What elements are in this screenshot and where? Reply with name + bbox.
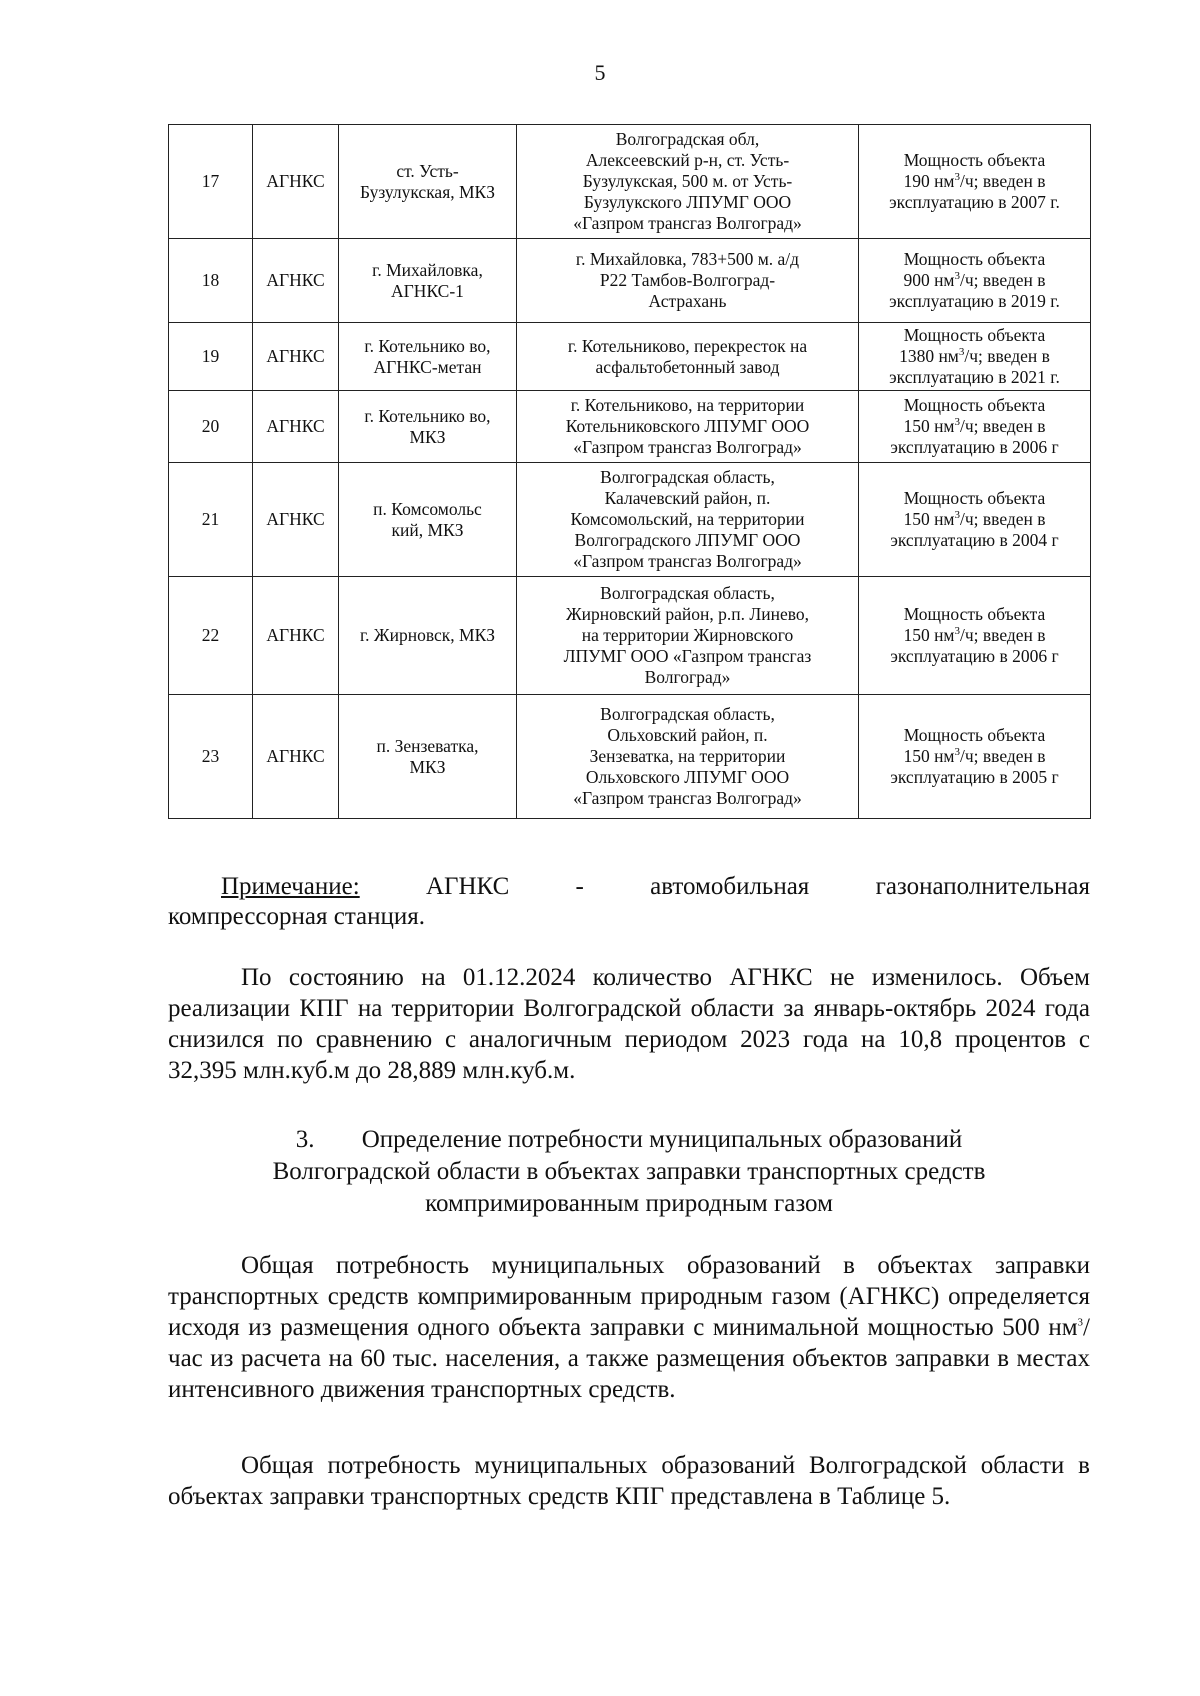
row-type: АГНКС — [253, 463, 339, 577]
row-type: АГНКС — [253, 577, 339, 695]
row-number: 18 — [169, 239, 253, 323]
capacity-unit-sup: 3 — [954, 171, 961, 184]
row-number: 22 — [169, 577, 253, 695]
row-type: АГНКС — [253, 695, 339, 819]
note-line-2: компрессорная станция. — [168, 903, 426, 930]
table-row — [169, 695, 1091, 819]
row-address: г. Михайловка, 783+500 м. а/д Р22 Тамбов-Волгоград- Астрахань — [517, 239, 859, 323]
note-label: Примечание: — [221, 873, 360, 900]
paragraph-demand-method — [168, 1250, 1090, 1405]
row-number: 17 — [169, 125, 253, 239]
capacity-prefix: Мощность объекта 150 нм — [903, 395, 1046, 436]
section-title-1: Определение потребности муниципальных образований — [361, 1126, 963, 1153]
section-heading — [168, 1124, 1090, 1220]
note-term: АГНКС — [425, 873, 510, 900]
capacity-suffix: /ч; введен в эксплуатацию в 2019 г. — [889, 270, 1060, 311]
capacity-unit-sup: 3 — [954, 270, 961, 283]
paragraph-demand-after: /час из расчета на 60 тыс. населения, а также размещения объектов заправки в местах интенсивного движения транспортных средств. — [168, 1314, 1090, 1403]
capacity-prefix: Мощность объекта 900 нм — [903, 249, 1046, 290]
capacity-unit-sup: 3 — [954, 746, 961, 759]
section-title-2: Волгоградской области в объектах заправки транспортных средств — [272, 1158, 986, 1185]
row-type: АГНКС — [253, 323, 339, 391]
row-type: АГНКС — [253, 239, 339, 323]
row-capacity — [859, 323, 1091, 391]
row-capacity — [859, 695, 1091, 819]
row-address: Волгоградская область, Жирновский район, р.п. Линево, на территории Жирновского ЛПУМГ ООО «Газпром трансгаз Волгоград» — [517, 577, 859, 695]
capacity-suffix: /ч; введен в эксплуатацию в 2021 г. — [889, 346, 1060, 387]
table-row — [169, 463, 1091, 577]
paragraph-demand-sup: 3 — [1077, 1316, 1084, 1329]
note-line-1 — [168, 872, 1090, 902]
capacity-prefix: Мощность объекта 150 нм — [903, 488, 1046, 529]
capacity-suffix: /ч; введен в эксплуатацию в 2006 г — [890, 625, 1059, 666]
section-number: 3. — [295, 1126, 315, 1153]
row-capacity — [859, 577, 1091, 695]
capacity-unit-sup: 3 — [954, 625, 961, 638]
capacity-suffix: /ч; введен в эксплуатацию в 2005 г — [890, 746, 1059, 787]
paragraph-demand-table-ref: Общая потребность муниципальных образований Волгоградской области в объектах заправки транспортных средств КПГ представлена в Таблице 5. — [168, 1452, 1090, 1510]
row-address: г. Котельниково, перекресток на асфальтобетонный завод — [517, 323, 859, 391]
paragraph-status: По состоянию на 01.12.2024 количество АГНКС не изменилось. Объем реализации КПГ на территории Волгоградской области за январь-октябрь 2024 года снизился по сравнению с аналогичным периодом 2023 года на 10,8 процентов с 32,395 млн.куб.м до 28,889 млн.куб.м. — [168, 964, 1090, 1084]
table-row — [169, 125, 1091, 239]
note-dash: - — [575, 873, 584, 900]
table-row — [169, 239, 1091, 323]
row-location: п. Комсомольс кий, МКЗ — [339, 463, 517, 577]
capacity-suffix: /ч; введен в эксплуатацию в 2004 г — [890, 509, 1059, 550]
capacity-prefix: Мощность объекта 1380 нм — [899, 325, 1046, 366]
table-row — [169, 323, 1091, 391]
table-row — [169, 577, 1091, 695]
row-location: г. Котельнико во, МКЗ — [339, 391, 517, 463]
section-heading-line-1 — [168, 1124, 1090, 1156]
paragraph-demand-before: Общая потребность муниципальных образований в объектах заправки транспортных средств компримированным природным газом (АГНКС) определяется исходя из размещения одного объекта заправки с минимальной мощностью 500 нм — [168, 1252, 1090, 1341]
row-location: г. Жирновск, МКЗ — [339, 577, 517, 695]
capacity-unit-sup: 3 — [954, 416, 961, 429]
row-capacity — [859, 391, 1091, 463]
row-type: АГНКС — [253, 125, 339, 239]
row-capacity — [859, 125, 1091, 239]
row-address: Волгоградская область, Калачевский район, п. Комсомольский, на территории Волгоградского ЛПУМГ ООО «Газпром трансгаз Волгоград» — [517, 463, 859, 577]
capacity-prefix: Мощность объекта 150 нм — [903, 725, 1046, 766]
capacity-prefix: Мощность объекта 150 нм — [903, 604, 1046, 645]
row-number: 20 — [169, 391, 253, 463]
fuel-stations-table — [168, 124, 1091, 819]
capacity-suffix: /ч; введен в эксплуатацию в 2007 г. — [889, 171, 1060, 212]
table-row — [169, 391, 1091, 463]
row-location: п. Зензеватка, МКЗ — [339, 695, 517, 819]
capacity-unit-sup: 3 — [954, 509, 961, 522]
row-capacity — [859, 463, 1091, 577]
row-type: АГНКС — [253, 391, 339, 463]
row-capacity — [859, 239, 1091, 323]
row-location: ст. Усть- Бузулукская, МКЗ — [339, 125, 517, 239]
capacity-prefix: Мощность объекта 190 нм — [903, 150, 1046, 191]
capacity-unit-sup: 3 — [958, 346, 965, 359]
row-address: г. Котельниково, на территории Котельниковского ЛПУМГ ООО «Газпром трансгаз Волгоград» — [517, 391, 859, 463]
row-address: Волгоградская область, Ольховский район, п. Зензеватка, на территории Ольховского ЛПУМГ ООО «Газпром трансгаз Волгоград» — [517, 695, 859, 819]
section-title-3: компримированным природным газом — [425, 1190, 833, 1217]
note-word-1: автомобильная — [650, 873, 810, 900]
row-location: г. Михайловка, АГНКС-1 — [339, 239, 517, 323]
row-number: 19 — [169, 323, 253, 391]
row-number: 21 — [169, 463, 253, 577]
row-number: 23 — [169, 695, 253, 819]
row-location: г. Котельнико во, АГНКС-метан — [339, 323, 517, 391]
row-address: Волгоградская обл, Алексеевский р-н, ст. Усть- Бузулукская, 500 м. от Усть- Бузулукского ЛПУМГ ООО «Газпром трансгаз Волгоград» — [517, 125, 859, 239]
table-body — [169, 125, 1091, 819]
note — [168, 872, 1090, 932]
note-word-2: газонаполнительная — [875, 873, 1090, 900]
page-number: 5 — [594, 60, 606, 85]
capacity-suffix: /ч; введен в эксплуатацию в 2006 г — [890, 416, 1059, 457]
